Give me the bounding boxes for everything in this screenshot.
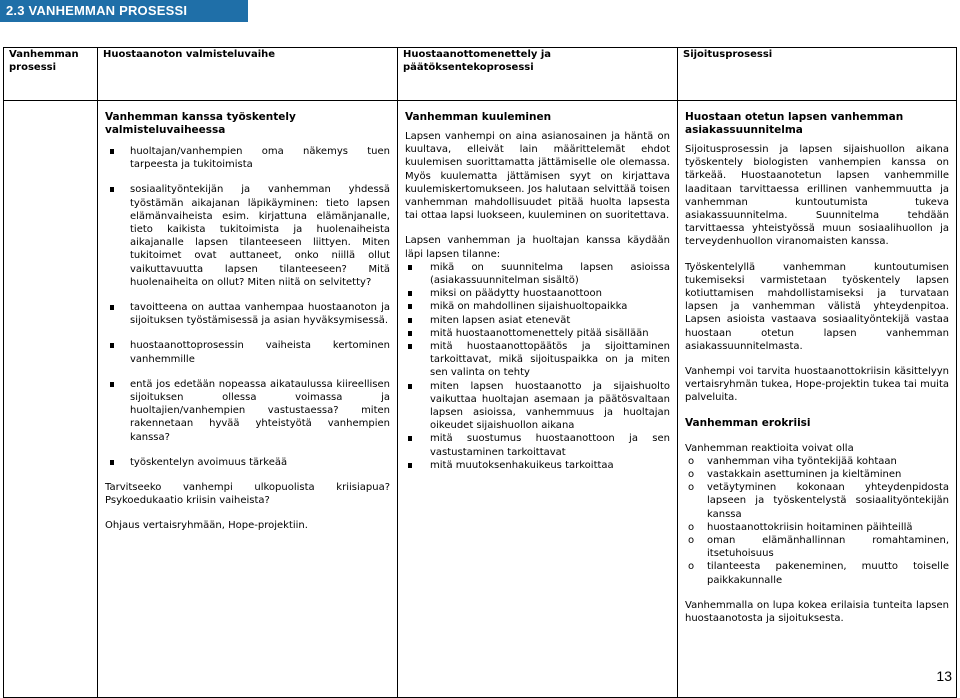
- col2-bullet-list: [405, 261, 670, 472]
- col3-title: Huostaan otetun lapsen vanhemman asiakassuunnitelma: [685, 111, 904, 136]
- col2-title: Vanhemman kuuleminen: [405, 111, 552, 123]
- header-cell-placement: Sijoitusprosessi: [678, 48, 957, 101]
- col2-paragraph: Lapsen vanhemman ja huoltajan kanssa käydään läpi lapsen tilanne:: [405, 235, 670, 260]
- col1-title: Vanhemman kanssa työskentely valmisteluvaiheessa: [105, 111, 296, 136]
- list-item: o vastakkain asettuminen ja kieltäminen: [685, 468, 949, 481]
- preparation-cell: [98, 101, 398, 698]
- list-item: huoltajan/vanhempien oma näkemys tuen tarpeesta ja tukitoimista: [105, 145, 390, 171]
- col3-paragraph: Työskentelyllä vanhemman kuntoutumisen tukemiseksi varmistetaan työskentely lapsen kotiuttamisen mahdollistamiseksi ja turvataan lapsen ja vanhemman välistä yhteydenpitoa. Lapsen asioista vastaava sosiaalityöntekijä vastaa huostaan otetun lapsen vanhemman asiakassuunnitelmasta.: [685, 261, 949, 352]
- header-cell-preparation: Huostaanoton valmisteluvaihe: [98, 48, 398, 101]
- list-item: miksi on päädytty huostaanottoon: [405, 287, 670, 300]
- list-item: entä jos edetään nopeassa aikataulussa kiireellisen sijoituksen ollessa voimassa ja huoltajien/vanhempien vastustaessa? miten rakennetaan hyvää yhteistyötä vanhempien kanssa?: [105, 378, 390, 444]
- col1-paragraph: Ohjaus vertaisryhmään, Hope-projektiin.: [105, 520, 308, 532]
- list-item: huostaanottoprosessin vaiheista kertominen vanhemmille: [105, 339, 390, 365]
- page-number: 13: [936, 668, 952, 684]
- header-cell-parent-process: Vanhemman prosessi: [4, 48, 98, 101]
- col3-paragraph: Vanhempi voi tarvita huostaanottokriisin käsittelyyn vertaisryhmän tukea, Hope-projektin tukea tai muita palveluita.: [685, 366, 949, 404]
- list-item: työskentelyn avoimuus tärkeää: [105, 456, 390, 469]
- list-item: miten lapsen asiat etenevät: [405, 314, 670, 327]
- list-item: o oman elämänhallinnan romahtaminen, itsetuhoisuus: [685, 534, 949, 560]
- col3-paragraph: Sijoitusprosessin ja lapsen sijaishuollon aikana työskentely biologisten vanhempien kanssa on tärkeää. Huostaanotetun lapsen vanhemmille laaditaan tarvittaessa erillinen vanhemmuutta ja vanhemman kuntoutumista tukeva asiakassuunnitelma. Suunnitelma tehdään tarvittaessa yhteistyössä muun sosiaalihuollon ja terveydenhuollon viranomaisten kanssa.: [685, 144, 949, 248]
- list-item: o vetäytyminen kokonaan yhteydenpidosta lapseen ja työskentelystä sosiaalityöntekijän kanssa: [685, 481, 949, 521]
- col1-paragraph: Tarvitseeko vanhempi ulkopuolista kriisiapua? Psykoedukaatio kriisin vaiheista?: [105, 482, 390, 507]
- empty-cell: [4, 101, 98, 698]
- col3-reaction-list: [685, 455, 949, 587]
- header-cell-decision: Huostaanottomenettely ja päätöksentekoprosessi: [398, 48, 678, 101]
- list-item: mitä huostaanottopäätös ja sijoittaminen tarkoittavat, mikä sijoituspaikka on ja miten sen valinta on tehty: [405, 340, 670, 380]
- section-heading: 2.3 VANHEMMAN PROSESSI: [0, 0, 248, 22]
- list-item: o tilanteesta pakeneminen, muutto toiselle paikkakunnalle: [685, 560, 949, 586]
- body-row: [4, 101, 957, 698]
- list-item: mikä on suunnitelma lapsen asioissa (asiakassuunnitelman sisältö): [405, 261, 670, 287]
- list-item: mitä suostumus huostaanottoon ja sen vastustaminen tarkoittavat: [405, 432, 670, 458]
- col2-paragraph: Lapsen vanhempi on aina asianosainen ja häntä on kuultava, elleivät lain määrittelemät ehdot kuulemisen suorittamatta jättämiselle ole olemassa. Myös kuulematta jättämisen syyt on kirjattava kuulemiskertomukseen. Jos halutaan selvittää toisen vanhemman mahdollisuudet pitää huolta lapsesta tai ottaa lapsi luokseen, kuuleminen on suoritettava.: [405, 131, 670, 222]
- list-item: mitä muutoksenhakuikeus tarkoittaa: [405, 459, 670, 472]
- placement-cell: [678, 101, 957, 698]
- list-item: o huostaanottokriisin hoitaminen päihteillä: [685, 521, 949, 534]
- col1-bullet-list: [105, 145, 390, 469]
- col3-paragraph: Vanhemman reaktioita voivat olla: [685, 442, 854, 454]
- col3-subtitle: Vanhemman erokriisi: [685, 416, 811, 429]
- list-item: tavoitteena on auttaa vanhempaa huostaanoton ja sijoituksen työstämisessä ja asian hyväksymisessä.: [105, 301, 390, 327]
- list-item: mitä huostaanottomenettely pitää sisällään: [405, 327, 670, 340]
- hearing-cell: [398, 101, 678, 698]
- list-item: mikä on mahdollinen sijaishuoltopaikka: [405, 300, 670, 313]
- list-item: o vanhemman viha työntekijää kohtaan: [685, 455, 949, 468]
- list-item: miten lapsen huostaanotto ja sijaishuolto vaikuttaa huoltajan asemaan ja päätösvaltaan lapsen asioissa, vanhemmuus ja huoltajan oikeudet sijaishuollon aikana: [405, 380, 670, 433]
- header-row: [4, 48, 957, 101]
- col3-paragraph: Vanhemmalla on lupa kokea erilaisia tunteita lapsen huostaanotosta ja sijoituksesta.: [685, 599, 949, 625]
- list-item: sosiaalityöntekijän ja vanhemman yhdessä työstämän aikajanan läpikäyminen: tieto lapsen elämänvaiheista esim. kirjattuna elämänjanalle, tieto kaikista tukitoimista ja huolenaiheista aikajanalle lapsen tilanteeseen liittyen. Miten tukitoimet ovat auttaneet, onko niillä ollut vaikuttavuutta lapsen tilanteeseen? Mitä huolenaiheita on ollut? Miten niitä on selvitetty?: [105, 183, 390, 289]
- process-table: [3, 47, 957, 698]
